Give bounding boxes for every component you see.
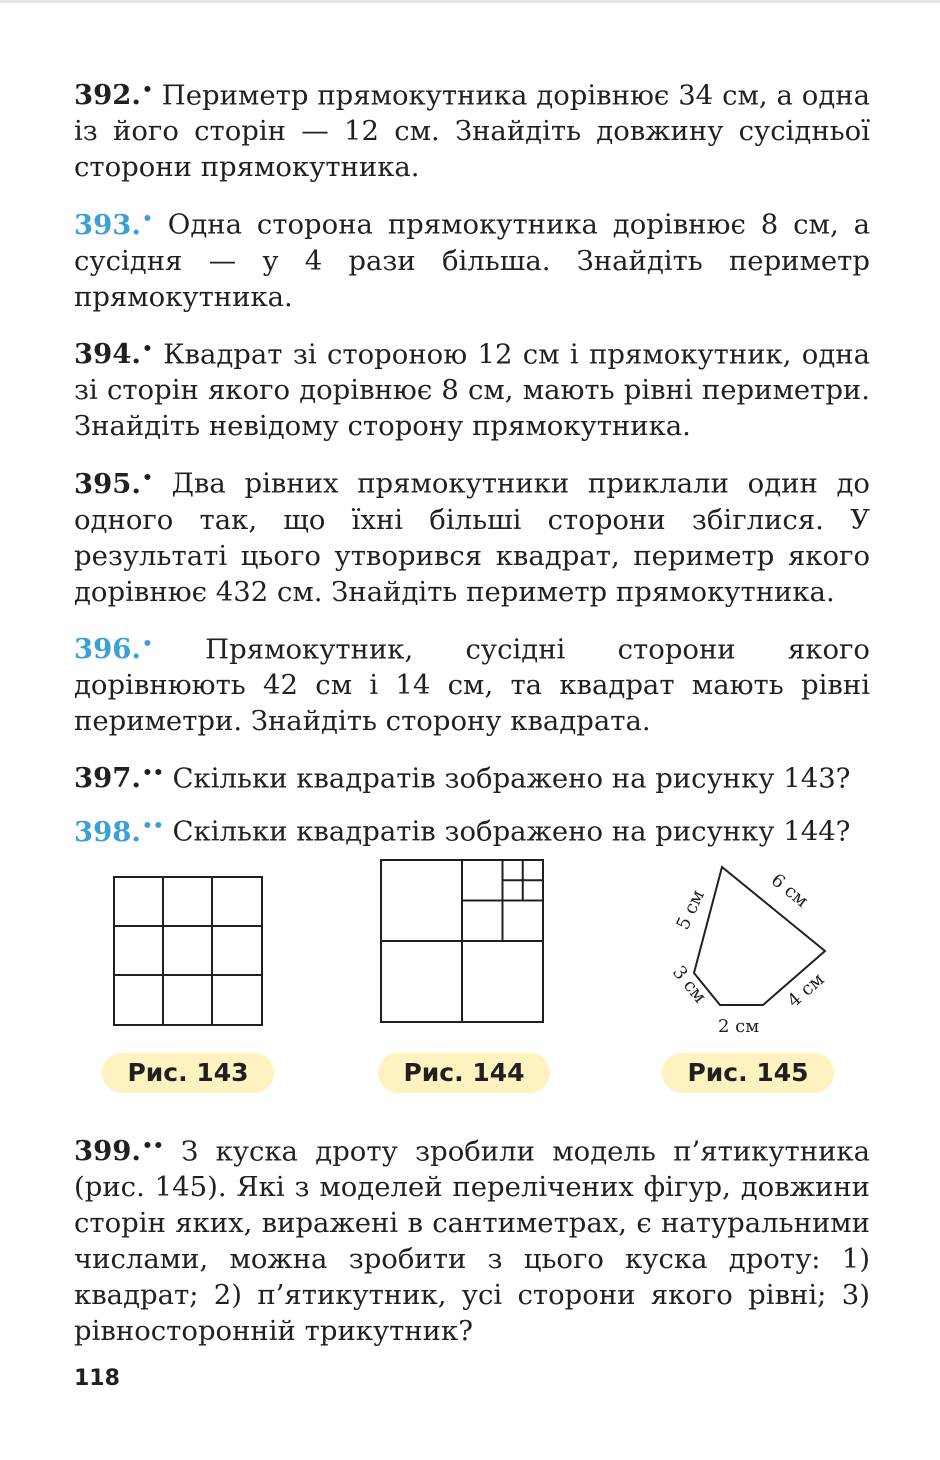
- page-number: 118: [74, 1366, 120, 1391]
- problem-number: 394.•: [74, 338, 153, 371]
- side-label-3cm: 3 см: [668, 961, 711, 1008]
- top-border: [0, 0, 940, 3]
- figure-144-caption: Рис. 144: [378, 1053, 550, 1093]
- problem-393: [74, 201, 870, 314]
- problem-number: 393.•: [74, 208, 153, 241]
- figure-145-caption: Рис. 145: [662, 1053, 834, 1093]
- problem-392: [74, 72, 870, 185]
- figure-145-pentagon: [650, 845, 850, 1045]
- side-label-6cm: 6 см: [766, 869, 813, 912]
- problems-list: [74, 72, 870, 862]
- figure-143-grid: [112, 875, 264, 1027]
- problem-text: Скільки квадратів зображено на рисунку 144?: [172, 815, 851, 848]
- problem-396: [74, 626, 870, 739]
- side-label-5cm: 5 см: [672, 886, 709, 934]
- figure-143-caption: Рис. 143: [102, 1053, 274, 1093]
- problem-text: Одна сторона прямокутника дорівнює 8 см, а сусідня — у 4 рази більша. Знайдіть периметр прямокутника.: [74, 208, 870, 313]
- problem-397: [74, 755, 870, 796]
- problem-399: [74, 1128, 870, 1349]
- problem-text: Периметр прямокутника дорівнює 34 см, а одна із його сторін — 12 см. Знайдіть довжину сусідньої сторони прямокутника.: [74, 79, 870, 184]
- problem-text: Скільки квадратів зображено на рисунку 143?: [172, 762, 851, 795]
- problem-394: [74, 331, 870, 444]
- problem-text: Квадрат зі стороною 12 см і прямокутник, одна зі сторін якого дорівнює 8 см, мають рівні периметри. Знайдіть невідому сторону прямокутника.: [74, 338, 870, 443]
- problem-number: 398.••: [74, 815, 164, 848]
- figure-144-squares: [379, 858, 547, 1026]
- problem-395: [74, 460, 870, 609]
- problem-number: 396.•: [74, 632, 153, 665]
- problem-number: 395.•: [74, 467, 153, 500]
- problem-number: 392.•: [74, 79, 153, 112]
- problem-number: 399.••: [74, 1135, 164, 1168]
- figures-row: [0, 845, 940, 1105]
- problem-text: З куска дроту зробили модель п’ятикутника (рис. 145). Які з моделей перелічених фігур, довжини сторін яких, виражені в сантиметрах, є натуральними числами, можна зробити з цього куска дроту: 1) квадрат; 2) п’ятикутник, усі сторони якого рівні; 3) рівносторонній трикутник?: [74, 1135, 870, 1348]
- side-label-4cm: 4 см: [783, 968, 829, 1012]
- problem-text: Прямокутник, сусідні сторони якого дорівнюють 42 см і 14 см, та квадрат мають рівні периметри. Знайдіть сторону квадрата.: [74, 632, 870, 737]
- problem-number: 397.••: [74, 762, 164, 795]
- problem-text: Два рівних прямокутники приклали один до одного так, що їхні більші сторони збіглися. У результаті цього утворився квадрат, периметр якого дорівнює 432 см. Знайдіть периметр прямокутника.: [74, 467, 870, 608]
- side-label-2cm: 2 см: [718, 1016, 760, 1037]
- problem-398: [74, 808, 870, 849]
